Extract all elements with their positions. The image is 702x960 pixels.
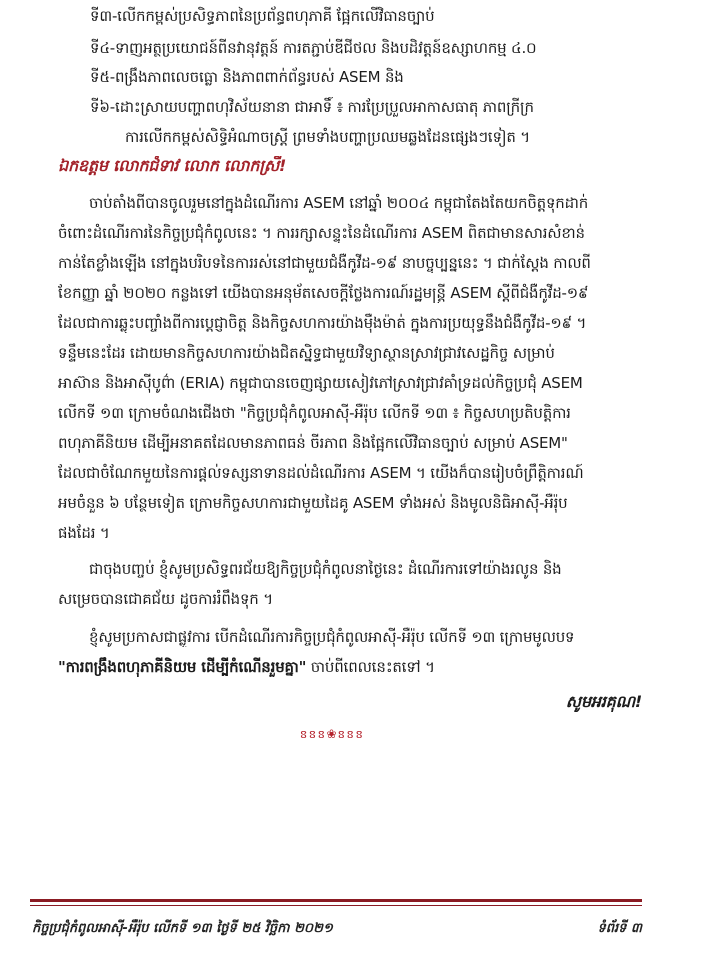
paragraph-1-line: អមចំនួន ៦ បន្ថែមទៀត ក្រោមកិច្ចសហការជាមួយដៃគូ ASEM ទាំងអស់ និងមូលនិធិអាស៊ី-អឺរ៉ុប xyxy=(58,494,568,512)
paragraph-2-line: ជាចុងបញ្ចប់ ខ្ញុំសូមប្រសិទ្ធពរជ័យឱ្យកិច្ចប្រជុំកំពូលនាថ្ងៃនេះ ដំណើរការទៅយ៉ាងរលូន និង xyxy=(89,560,562,578)
list-item-5: ទី៥-ពង្រឹងភាពលេចធ្លោ និងភាពពាក់ព័ន្ធរបស់ ASEM និង xyxy=(90,68,404,86)
list-item-4: ទី៤-ទាញអត្ថប្រយោជន៍ពីនវានុវត្តន៍ ការតភ្ជាប់ឌីជីថល និងបដិវត្តន៍ឧស្សាហកម្ម ៤.០ xyxy=(90,39,537,57)
ornament-divider: ៜៜៜ❀ៜៜៜ xyxy=(299,727,365,741)
paragraph-1-line: ចំពោះដំណើរការនៃកិច្ចប្រជុំកំពូលនេះ ។ ការរក្សាសន្ទុះនៃដំណើរការ ASEM ពិតជាមានសារសំខាន់ xyxy=(58,224,585,242)
paragraph-1-line: ដែលជាការឆ្លុះបញ្ចាំងពីការប្តេជ្ញាចិត្ត និងកិច្ចសហការយ៉ាងម៉ឺងម៉ាត់ ក្នុងការប្រយុទ្ធនឹងជំងឺកូវីដ-១៩ ។ xyxy=(58,314,587,332)
closing: សូមអរគុណ! xyxy=(565,692,642,711)
footer-rule xyxy=(30,899,642,902)
paragraph-1-line: ផងដែរ ។ xyxy=(58,524,110,542)
paragraph-1-line: ទន្ទឹមនេះដែរ ដោយមានកិច្ចសហការយ៉ាងជិតស្និទ្ធជាមួយវិទ្យាស្ថានស្រាវជ្រាវសេដ្ឋកិច្ច សម្រាប់ xyxy=(58,344,555,362)
paragraph-1-line: ខែកញ្ញា ឆ្នាំ ២០២០ កន្លងទៅ យើងបានអនុម័តសេចក្តីថ្លែងការណ៍រដ្ឋមន្ត្រី ASEM ស្តីពីជំងឺកូវីដ-១៩ xyxy=(58,284,589,302)
theme-title: "ការពង្រឹងពហុភាគីនិយម ដើម្បីកំណើនរួមគ្នា" xyxy=(58,658,307,676)
salutation: ឯកឧត្តម លោកជំទាវ លោក លោកស្រី! xyxy=(58,156,287,175)
paragraph-1-line: អាស៊ាន និងអាស៊ីបូព៌ា (ERIA) កម្ពុជាបានចេញផ្សាយសៀវភៅស្រាវជ្រាវគាំទ្រដល់កិច្ចប្រជុំ ASEM xyxy=(58,374,583,392)
paragraph-3-theme-line xyxy=(58,657,668,677)
list-item-3: ទី៣-លើកកម្ពស់ប្រសិទ្ធភាពនៃប្រព័ន្ធពហុភាគី ផ្អែកលើវិធានច្បាប់ xyxy=(90,7,435,25)
paragraph-1-line: ពហុភាគីនិយម ដើម្បីអនាគតដែលមានភាពធន់ ចីរភាព និងផ្អែកលើវិធានច្បាប់ សម្រាប់ ASEM" xyxy=(58,434,568,452)
paragraph-2-line: សម្រេចបានជោគជ័យ ដូចការរំពឹងទុក ។ xyxy=(58,590,273,608)
paragraph-1-line: លើកទី ១៣ ក្រោមចំណងជើងថា "កិច្ចប្រជុំកំពូលអាស៊ី-អឺរ៉ុប លើកទី ១៣ ៖ កិច្ចសហប្រតិបត្តិការ xyxy=(58,404,571,422)
page-number: ទំព័រទី ៣ xyxy=(597,921,642,936)
footer-rule-thin xyxy=(30,905,642,906)
footer-title: កិច្ចប្រជុំកំពូលអាស៊ី-អឺរ៉ុប លើកទី ១៣ ថ្ងៃទី ២៥ វិច្ឆិកា ២០២១ xyxy=(32,921,333,936)
paragraph-1-line: ចាប់តាំងពីបានចូលរួមនៅក្នុងដំណើរការ ASEM នៅឆ្នាំ ២០០៤ កម្ពុជាតែងតែយកចិត្តទុកដាក់ xyxy=(89,194,589,212)
list-item-6: ទី៦-ដោះស្រាយបញ្ហាពហុវិស័យនានា ជាអាទិ៍ ៖ ការប្រែប្រួលអាកាសធាតុ ភាពក្រីក្រ xyxy=(90,98,534,116)
paragraph-1-line: កាន់តែខ្លាំងឡើង នៅក្នុងបរិបទនៃការរស់នៅជាមួយជំងឺកូវីដ-១៩ នាបច្ចុប្បន្ននេះ ។ ជាក់ស្តែង កាលពី xyxy=(58,254,591,272)
paragraph-1-line: ដែលជាចំណែកមួយនៃការផ្តល់ទស្សនាទានដល់ដំណើរការ ASEM ។ យើងក៏បានរៀបចំព្រឹត្តិការណ៍ xyxy=(58,464,584,482)
list-item-6-continued: ការលើកកម្ពស់សិទ្ធិអំណាចស្ត្រី ព្រមទាំងបញ្ហាប្រឈមឆ្លងដែនផ្សេងៗទៀត ។ xyxy=(125,128,530,146)
theme-tail: ចាប់ពីពេលនេះតទៅ ។ xyxy=(306,658,435,676)
paragraph-3-line: ខ្ញុំសូមប្រកាសជាផ្លូវការ បើកដំណើរការកិច្ចប្រជុំកំពូលអាស៊ី-អឺរ៉ុប លើកទី ១៣ ក្រោមមូលបទ xyxy=(89,628,575,646)
